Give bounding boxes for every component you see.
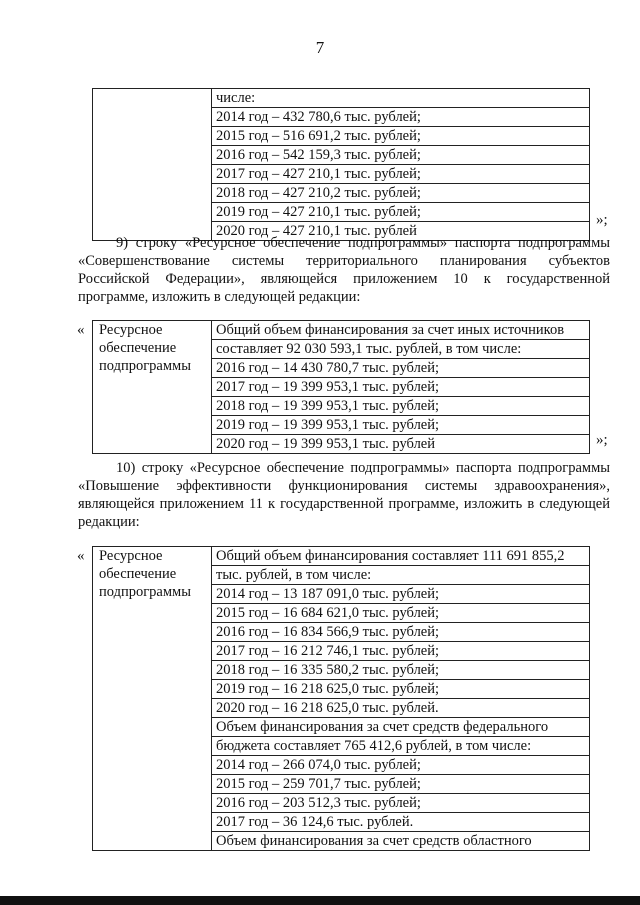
closing-quote: »; — [596, 432, 608, 448]
table-line: 2020 год – 16 218 625,0 тыс. рублей. — [212, 699, 589, 718]
page-number: 7 — [315, 38, 325, 57]
resource-table-continued — [92, 88, 590, 241]
table-line: бюджета составляет 765 412,6 рублей, в том числе: — [212, 737, 589, 756]
table-line: 2020 год – 19 399 953,1 тыс. рублей — [216, 436, 436, 452]
table-line: 2016 год – 203 512,3 тыс. рублей; — [212, 794, 589, 813]
table-line: 2016 год – 542 159,3 тыс. рублей; — [212, 146, 589, 165]
table-line: Общий объем финансирования за счет иных источников — [212, 321, 589, 340]
table-line: 2018 год – 427 210,2 тыс. рублей; — [212, 184, 589, 203]
table-line: составляет 92 030 593,1 тыс. рублей, в том числе: — [212, 340, 589, 359]
resource-table-9 — [92, 320, 590, 454]
table-value-cell — [212, 547, 590, 851]
table-value-cell — [212, 89, 590, 241]
table-line: 2019 год – 427 210,1 тыс. рублей; — [212, 203, 589, 222]
table-line: 2019 год – 16 218 625,0 тыс. рублей; — [212, 680, 589, 699]
row-label: Ресурсное обеспечение подпрограммы — [99, 548, 191, 600]
table-line: 2014 год – 432 780,6 тыс. рублей; — [212, 108, 589, 127]
closing-quote: »; — [596, 212, 608, 228]
paragraph-10: 10) строку «Ресурсное обеспечение подпрограммы» паспорта подпрограммы «Повышение эффективности функционирования системы здравоохранения», являющейся приложением 11 к государственной программе, изложить в следующей редакции: — [78, 460, 610, 530]
table-line: 2017 год – 36 124,6 тыс. рублей. — [212, 813, 589, 832]
opening-quote: « — [77, 322, 85, 338]
paragraph-9: 9) строку «Ресурсное обеспечение подпрограммы» паспорта подпрограммы «Совершенствование системы территориального планирования субъектов Российской Федерации», являющейся приложением 10 к государственной программе, изложить в следующей редакции: — [78, 235, 610, 305]
table-label-cell — [93, 321, 212, 454]
opening-quote: « — [77, 548, 85, 564]
table-line: 2017 год – 427 210,1 тыс. рублей; — [212, 165, 589, 184]
table-line: числе: — [212, 89, 589, 108]
table-line: 2015 год – 516 691,2 тыс. рублей; — [212, 127, 589, 146]
table-line: 2019 год – 19 399 953,1 тыс. рублей; — [212, 416, 589, 435]
table-line: 2016 год – 16 834 566,9 тыс. рублей; — [212, 623, 589, 642]
table-label-cell — [93, 89, 212, 241]
table-line: 2016 год – 14 430 780,7 тыс. рублей; — [212, 359, 589, 378]
table-line: 2015 год – 259 701,7 тыс. рублей; — [212, 775, 589, 794]
scan-edge-bar — [0, 896, 640, 905]
table-line: Общий объем финансирования составляет 111 691 855,2 — [212, 547, 589, 566]
table-line: 2017 год – 19 399 953,1 тыс. рублей; — [212, 378, 589, 397]
table-line: тыс. рублей, в том числе: — [212, 566, 589, 585]
table-line: Объем финансирования за счет средств федерального — [212, 718, 589, 737]
table-line: 2018 год – 19 399 953,1 тыс. рублей; — [212, 397, 589, 416]
table-line: 2017 год – 16 212 746,1 тыс. рублей; — [212, 642, 589, 661]
table-line: 2018 год – 16 335 580,2 тыс. рублей; — [212, 661, 589, 680]
resource-table-10 — [92, 546, 590, 851]
row-label: Ресурсное обеспечение подпрограммы — [99, 322, 191, 374]
table-label-cell — [93, 547, 212, 851]
table-line: 2015 год – 16 684 621,0 тыс. рублей; — [212, 604, 589, 623]
table-value-cell — [212, 321, 590, 454]
table-line: 2014 год – 13 187 091,0 тыс. рублей; — [212, 585, 589, 604]
table-line: 2020 год – 427 210,1 тыс. рублей — [216, 223, 417, 239]
table-line: 2014 год – 266 074,0 тыс. рублей; — [212, 756, 589, 775]
table-line: Объем финансирования за счет средств областного — [216, 833, 532, 849]
